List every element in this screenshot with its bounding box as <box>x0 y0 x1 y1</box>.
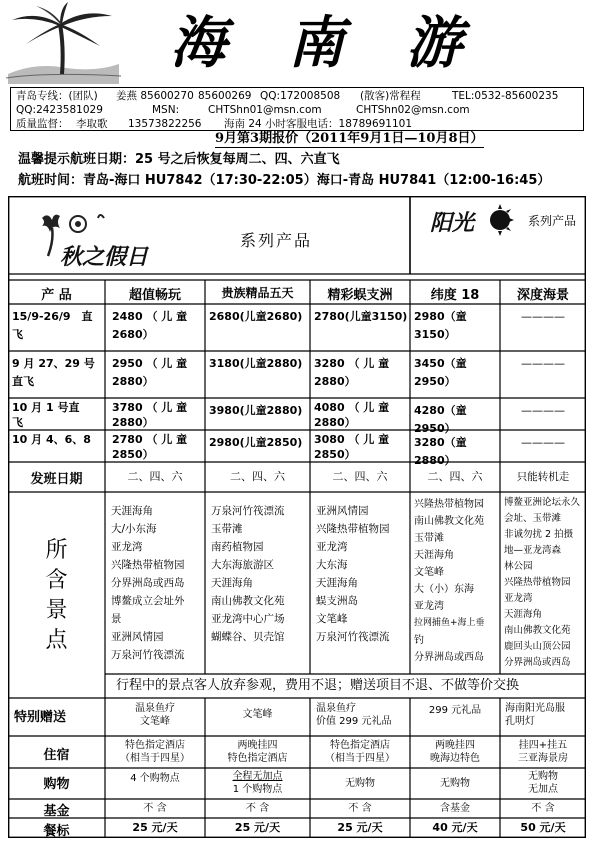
spot-item: 文笔峰 <box>316 613 348 625</box>
hotel-wuzhizhou <box>310 739 410 765</box>
hotel-item: 晚海边特色 <box>430 753 480 764</box>
left-series-label: 系列产品 <box>240 231 313 250</box>
price-text: 2880） <box>112 416 154 429</box>
contact-phone: 85600269 <box>198 90 252 102</box>
spot-item: 南山佛教文化苑 <box>504 625 571 636</box>
page-title: 海南游 <box>170 10 524 76</box>
gift-item: 文笔峰 <box>140 716 170 727</box>
spot-item: 南山佛教文化苑 <box>414 516 484 527</box>
spot-item: 拉网捕鱼+海上垂 <box>414 618 485 628</box>
price-row-4-date <box>12 432 104 447</box>
price-text: 3280 （ 儿 童 <box>314 357 390 370</box>
spot-item: 亚龙湾 <box>414 601 444 612</box>
hotel-item: 挂四+挂五 <box>518 740 568 751</box>
spot-item: 兴隆热带植物园 <box>504 577 571 588</box>
spot-item: 万泉河竹筏漂流 <box>316 631 390 643</box>
price-text: 2680） <box>112 328 154 341</box>
gift-item: 温泉鱼疗 <box>316 703 356 714</box>
spot-item: 地—亚龙湾森 <box>504 545 562 556</box>
autumn-holiday-logo <box>38 210 208 270</box>
price-row-2-deep: ———— <box>521 357 565 370</box>
price-row-2-latitude: 3450（童 2950） <box>414 357 467 388</box>
contact-label: 青岛专线：(团队) <box>16 90 98 102</box>
disclaimer: 行程中的景点客人放弃参观，费用不退；赠送项目不退、不做等价交换 <box>116 678 520 693</box>
date-text: 飞 <box>12 416 23 429</box>
contact-msn-label: MSN: <box>152 104 180 116</box>
spot-item: 大东海 <box>316 559 348 571</box>
price-text: 2950 （ 儿 童 <box>112 357 188 370</box>
fund-wuzhizhou: 不 含 <box>348 803 372 814</box>
quality-name: 李取歌 <box>76 118 108 130</box>
meal-value: 25 元/天 <box>132 821 178 834</box>
meal-wuzhizhou: 25 元/天 <box>337 821 383 834</box>
date-text: 15/9-26/9 直 <box>12 310 93 323</box>
spot-item: 文笔峰 <box>414 567 444 578</box>
price-row-2-noble: 3180(儿童2880) <box>209 357 303 370</box>
meal-latitude: 40 元/天 <box>432 821 478 834</box>
price-row-4-deep: ———— <box>521 436 565 449</box>
contact-line-3 <box>16 117 578 131</box>
spot-item: 玉带滩 <box>211 523 243 535</box>
flight-time: 航班时间：青岛-海口 HU7842（17:30-22:05）海口-青岛 HU7841（12:00-16:45） <box>18 173 551 188</box>
shopping-deep <box>500 770 586 796</box>
contact-msn-2: CHTShn02@msn.com <box>356 104 470 116</box>
spots-value <box>111 502 205 664</box>
gift-label: 特别赠送 <box>14 710 67 725</box>
sunshine-logo <box>428 202 518 238</box>
spot-item: 兴隆热带植物园 <box>316 523 390 535</box>
hotline: 海南 24 小时客服电话：18789691101 <box>224 118 413 130</box>
gift-deep <box>505 702 586 728</box>
spots-label-char: 含 <box>45 568 68 593</box>
quality-label: 质量监督： <box>16 118 69 130</box>
price-row-4-latitude: 3280（童 2880） <box>414 436 467 467</box>
price-row-1-value <box>112 308 204 344</box>
shopping-latitude <box>410 777 500 790</box>
spot-item: 大东海旅游区 <box>211 559 274 571</box>
price-text: 2880） <box>314 416 356 429</box>
contact-qq: QQ:172008508 <box>260 90 341 102</box>
fund-value: 不 含 <box>143 803 167 814</box>
departure-noble: 二、四、六 <box>230 470 285 483</box>
price-row-1-deep: ———— <box>521 310 565 323</box>
shopping-item: 4 个购物点 <box>130 773 180 784</box>
gift-value <box>105 702 205 728</box>
gift-noble <box>205 708 310 721</box>
col-header-latitude18: 纬度 18 <box>430 288 480 303</box>
hotel-noble <box>205 739 310 765</box>
spot-item: 大（小）东海 <box>414 584 474 595</box>
shopping-wuzhizhou <box>310 777 410 790</box>
spot-item: 分界洲岛或西岛 <box>111 577 185 589</box>
price-row-3-latitude: 4280（童 2950） <box>414 404 467 435</box>
flight-notice: 温馨提示航班日期：25 号之后恢复每周二、四、六直飞 <box>18 152 340 167</box>
spot-item: 蝴蝶谷、贝壳馆 <box>211 631 285 643</box>
shopping-item: 1 个购物点 <box>232 784 283 795</box>
autumn-holiday-logo-text: 秋之假日 <box>60 244 149 270</box>
contact-msn-1: CHTShn01@msn.com <box>208 104 322 116</box>
spot-item: 亚洲风情园 <box>111 631 164 643</box>
spot-item: 万泉河竹筏漂流 <box>211 505 285 517</box>
hotel-item: 三亚海景房 <box>518 753 568 764</box>
hotel-value <box>105 739 205 765</box>
gift-item: 299 元礼品 <box>428 705 482 716</box>
fund-noble: 不 含 <box>245 803 270 814</box>
date-text: 9 月 27、29 号 <box>12 357 95 370</box>
price-row-4-wuzhizhou <box>314 432 410 462</box>
shopping-item: 无加点 <box>528 784 558 795</box>
spot-item: 蜈支洲岛 <box>316 595 358 607</box>
shopping-item: 无购物 <box>528 771 558 782</box>
col-header-product: 产 品 <box>41 288 72 303</box>
departure-latitude: 二、四、六 <box>427 470 483 483</box>
spot-item: 景 <box>111 613 122 625</box>
price-row-3-deep: ———— <box>521 404 565 417</box>
price-row-3-noble: 3980(儿童2880) <box>209 404 303 417</box>
hotel-deep <box>500 739 586 765</box>
hotel-item: （相当于四星） <box>325 753 395 764</box>
spot-item: 南药植物园 <box>211 541 264 553</box>
shopping-item: 全程无加点 <box>232 771 283 782</box>
price-row-2-date <box>12 355 104 391</box>
price-text: 2880） <box>314 375 356 388</box>
spot-item: 钓 <box>414 635 424 646</box>
palm-tree-icon <box>6 2 121 84</box>
spots-deep <box>504 495 586 671</box>
gift-latitude <box>410 704 500 717</box>
gift-wuzhizhou <box>316 702 410 728</box>
contact-individual: (散客)常程程 <box>360 90 421 102</box>
spot-item: 万泉河竹筏漂流 <box>111 649 185 661</box>
contact-tel: TEL:0532-85600235 <box>452 90 559 102</box>
date-text: 直飞 <box>12 375 34 388</box>
price-text: 3780 （ 儿 童 <box>112 401 188 414</box>
spots-label-char: 所 <box>45 538 68 563</box>
price-text: 2850） <box>314 448 356 461</box>
price-text: 2850） <box>112 448 154 461</box>
spot-item: 博鳌成立会址外 <box>111 595 185 607</box>
price-row-3-wuzhizhou <box>314 400 410 430</box>
price-row-2-value <box>112 355 204 391</box>
spot-item: 林公园 <box>504 561 533 572</box>
contact-line-1 <box>16 89 578 103</box>
price-table <box>8 196 586 838</box>
shopping-label: 购物 <box>43 777 70 792</box>
spots-wuzhizhou <box>316 502 410 646</box>
departure-wuzhizhou: 二、四、六 <box>332 470 388 483</box>
price-row-4-value <box>112 432 204 462</box>
meal-noble: 25 元/天 <box>234 821 281 834</box>
spot-item: 兴隆热带植物园 <box>111 559 185 571</box>
quality-phone: 13573822256 <box>128 118 202 130</box>
gift-item: 海南阳光岛服 <box>505 703 565 714</box>
spots-label-char: 点 <box>45 628 68 653</box>
price-row-1-wuzhizhou: 2780(儿童3150) <box>314 310 408 323</box>
spot-item: 亚龙湾 <box>316 541 348 553</box>
gift-item: 价值 299 元礼品 <box>316 716 392 727</box>
spot-item: 天涯海角 <box>111 505 153 517</box>
spot-item: 大/小东海 <box>111 523 157 535</box>
spot-item: 兴隆热带植物园 <box>414 499 484 510</box>
spot-item: 会址、玉带滩 <box>504 513 562 524</box>
contact-box <box>10 87 584 131</box>
hotel-item: 特色指定酒店 <box>227 753 288 764</box>
price-text: 4080 （ 儿 童 <box>314 401 390 414</box>
gift-item: 孔明灯 <box>505 716 535 727</box>
spot-item: 亚龙湾 <box>504 593 533 604</box>
meal-label: 餐标 <box>43 824 70 839</box>
date-text: 10 月 1 号直 <box>12 401 80 414</box>
price-row-4-noble: 2980(儿童2850) <box>209 436 303 449</box>
departure-label: 发班日期 <box>30 472 83 487</box>
hotel-item: 两晚挂四 <box>435 740 475 751</box>
departure-value: 二、四、六 <box>127 470 183 483</box>
col-header-wuzhizhou: 精彩蜈支洲 <box>327 288 393 303</box>
spot-item: 亚龙湾 <box>111 541 143 553</box>
spot-item: 亚洲风情园 <box>316 505 369 517</box>
price-text: 2780 （ 儿 童 <box>112 433 188 446</box>
meal-deep: 50 元/天 <box>520 821 566 834</box>
spot-item: 南山佛教文化苑 <box>211 595 285 607</box>
hotel-item: 特色指定酒店 <box>125 740 185 751</box>
price-row-1-noble: 2680(儿童2680) <box>209 310 303 323</box>
spot-item: 亚龙湾中心广场 <box>211 613 285 625</box>
hotel-item: 特色指定酒店 <box>330 740 390 751</box>
spot-item: 非诚勿扰 2 拍摄 <box>504 529 574 540</box>
shopping-item: 无购物 <box>440 778 470 789</box>
spot-item: 玉带滩 <box>414 533 444 544</box>
spot-item: 天涯海角 <box>211 577 253 589</box>
fund-deep: 不 含 <box>531 803 555 814</box>
col-header-noble: 贵族精品五天 <box>221 286 294 300</box>
quote-title: 9月第3期报价（2011年9月1日—10月8日） <box>215 131 484 146</box>
spots-latitude <box>414 496 500 666</box>
header <box>0 0 595 86</box>
price-text: 3080 （ 儿 童 <box>314 433 390 446</box>
price-text: 2480 （ 儿 童 <box>112 310 188 323</box>
price-text: 2880） <box>112 375 154 388</box>
price-row-3-value <box>112 400 204 430</box>
shopping-item: 无购物 <box>345 778 375 789</box>
hotel-item: 两晚挂四 <box>237 740 278 751</box>
contact-name-phone: 姜燕 85600270 <box>116 90 194 102</box>
spot-item: 鹿回头山顶公园 <box>504 641 571 652</box>
col-header-value-play: 超值畅玩 <box>128 288 181 303</box>
shopping-value <box>105 772 205 785</box>
date-text: 10 月 4、6、8 <box>12 433 91 446</box>
hotel-item: （相当于四星） <box>120 753 190 764</box>
spot-item: 天涯海角 <box>316 577 358 589</box>
spots-label-char: 景 <box>45 598 68 623</box>
fund-latitude: 含基金 <box>440 803 470 814</box>
spots-label <box>8 536 105 656</box>
price-row-2-wuzhizhou <box>314 355 410 391</box>
shopping-noble <box>205 770 310 796</box>
fund-label: 基金 <box>43 804 70 819</box>
date-text: 飞 <box>12 328 23 341</box>
departure-deep: 只能转机走 <box>516 471 570 483</box>
hotel-label: 住宿 <box>43 748 70 763</box>
spot-item: 分界洲岛或西岛 <box>504 657 571 668</box>
price-row-1-date <box>12 308 104 344</box>
price-row-1-latitude: 2980（童 3150） <box>414 310 467 341</box>
spot-item: 天涯海角 <box>414 550 454 561</box>
gift-item: 温泉鱼疗 <box>135 703 175 714</box>
col-header-deep-sea: 深度海景 <box>516 288 569 303</box>
gift-item: 文笔峰 <box>242 709 273 720</box>
spots-noble <box>211 502 310 646</box>
spot-item: 天涯海角 <box>504 609 543 620</box>
contact-line-2 <box>16 103 578 117</box>
spot-item: 分界洲岛或西岛 <box>414 652 484 663</box>
spot-item: 博鳌亚洲论坛永久 <box>504 497 581 508</box>
price-row-3-date <box>12 400 104 430</box>
sunshine-logo-text: 阳光 <box>430 210 475 236</box>
hotel-latitude <box>410 739 500 765</box>
right-series-label: 系列产品 <box>528 214 577 228</box>
contact-qq-2: QQ:2423581029 <box>16 104 103 116</box>
